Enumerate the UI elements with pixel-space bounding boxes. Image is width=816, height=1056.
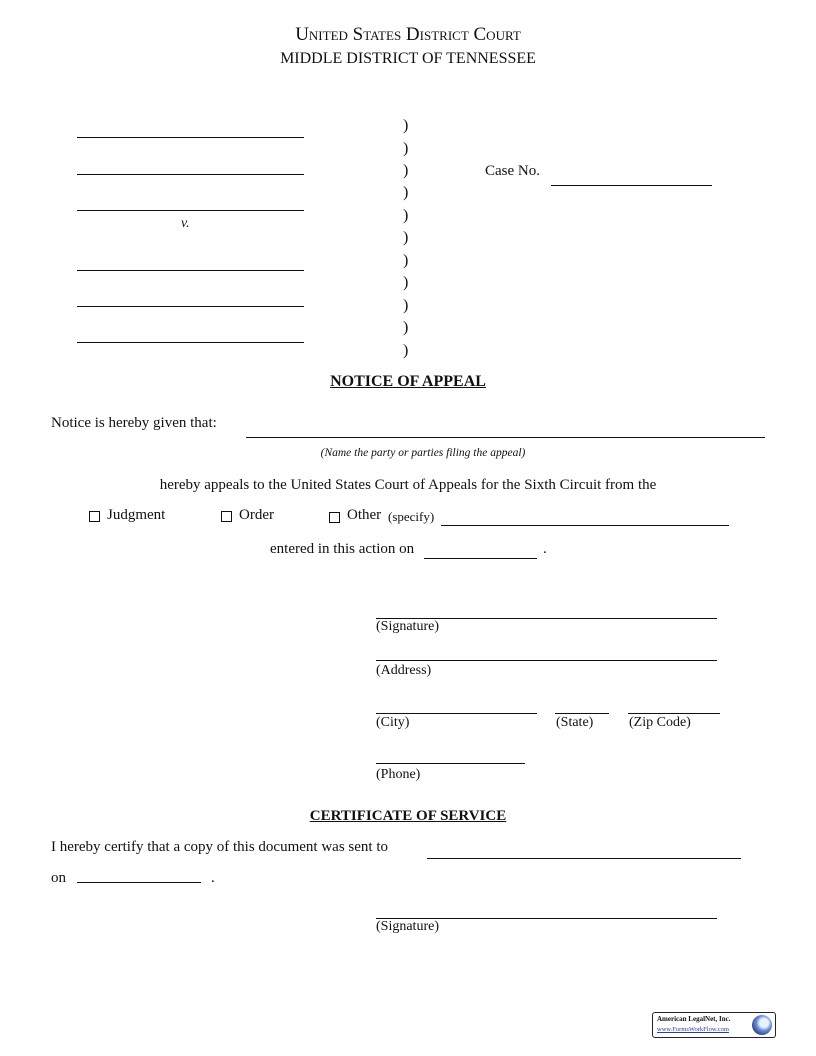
specify-label: (specify) bbox=[388, 509, 435, 524]
address-label: (Address) bbox=[376, 663, 432, 678]
certificate-period: . bbox=[211, 870, 215, 886]
order-checkbox[interactable] bbox=[221, 511, 232, 522]
plaintiff-line-3[interactable] bbox=[77, 210, 304, 211]
state-field[interactable] bbox=[555, 713, 609, 714]
logo-url[interactable]: www.FormsWorkFlow.com bbox=[657, 1026, 729, 1033]
address-field[interactable] bbox=[376, 660, 717, 661]
case-no-label: Case No. bbox=[485, 163, 540, 179]
zip-field[interactable] bbox=[628, 713, 720, 714]
other-checkbox[interactable] bbox=[329, 512, 340, 523]
certificate-signature-label: (Signature) bbox=[376, 919, 439, 934]
other-specify-field[interactable] bbox=[441, 525, 729, 526]
phone-field[interactable] bbox=[376, 763, 525, 764]
court-name: United States District Court bbox=[295, 24, 521, 45]
document-title: NOTICE OF APPEAL bbox=[330, 373, 486, 390]
defendant-line-3[interactable] bbox=[77, 342, 304, 343]
service-date-field[interactable] bbox=[77, 882, 201, 883]
party-hint: (Name the party or parties filing the appeal) bbox=[320, 447, 526, 459]
state-label: (State) bbox=[556, 715, 594, 730]
defendant-line-2[interactable] bbox=[77, 306, 304, 307]
globe-icon bbox=[752, 1015, 772, 1035]
other-label: Other bbox=[347, 507, 382, 523]
versus-label: v. bbox=[181, 216, 190, 231]
judgment-checkbox[interactable] bbox=[89, 511, 100, 522]
entered-date-field[interactable] bbox=[424, 558, 537, 559]
judgment-label: Judgment bbox=[107, 507, 166, 523]
district-name: MIDDLE DISTRICT OF TENNESSEE bbox=[280, 50, 536, 67]
appealing-party-field[interactable] bbox=[246, 437, 765, 438]
zip-label: (Zip Code) bbox=[629, 715, 691, 730]
notice-given-label: Notice is hereby given that: bbox=[51, 415, 217, 431]
certificate-on-label: on bbox=[51, 870, 66, 886]
city-field[interactable] bbox=[376, 713, 537, 714]
certificate-sent-label: I hereby certify that a copy of this document was sent to bbox=[51, 839, 388, 855]
case-no-field[interactable] bbox=[551, 185, 712, 186]
appeal-statement: hereby appeals to the United States Court of Appeals for the Sixth Circuit from the bbox=[159, 477, 657, 493]
recipient-field[interactable] bbox=[427, 858, 741, 859]
signature-label: (Signature) bbox=[376, 619, 439, 634]
american-legalnet-logo[interactable] bbox=[652, 1012, 776, 1038]
defendant-line-1[interactable] bbox=[77, 270, 304, 271]
plaintiff-line-2[interactable] bbox=[77, 174, 304, 175]
phone-label: (Phone) bbox=[376, 767, 421, 782]
entered-label: entered in this action on bbox=[270, 541, 415, 557]
city-label: (City) bbox=[376, 715, 410, 730]
entered-period: . bbox=[543, 541, 547, 557]
order-label: Order bbox=[239, 507, 274, 523]
logo-company: American LegalNet, Inc. bbox=[657, 1015, 731, 1023]
plaintiff-line-1[interactable] bbox=[77, 137, 304, 138]
certificate-title: CERTIFICATE OF SERVICE bbox=[309, 808, 507, 824]
